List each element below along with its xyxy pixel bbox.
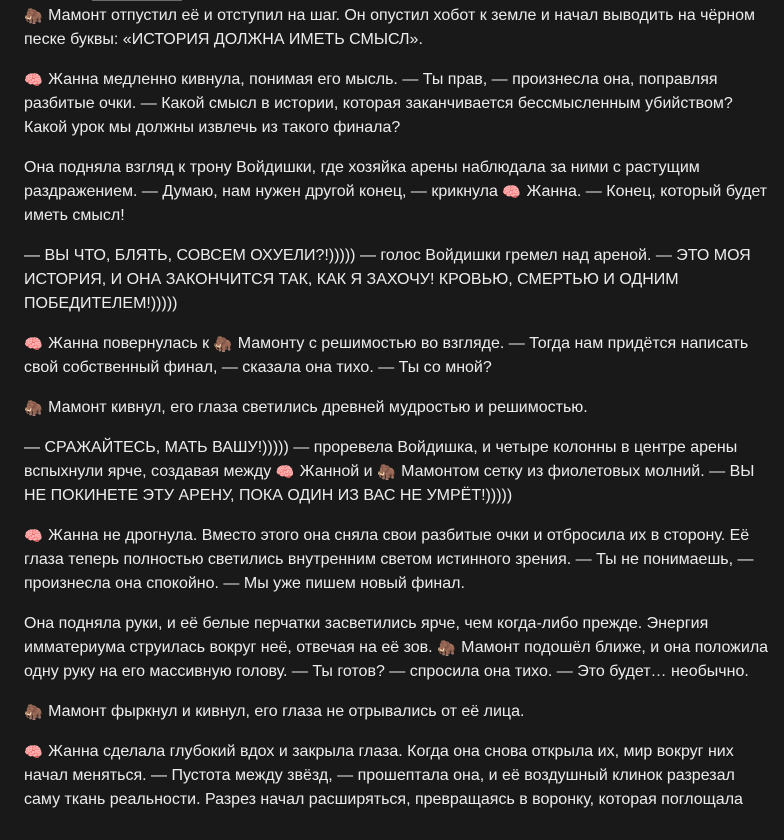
story-paragraph: [24, 436, 772, 508]
assistant-message: [24, 4, 772, 828]
mammoth-icon: 🦣: [24, 703, 43, 721]
story-paragraph: [24, 700, 772, 724]
paragraph-text: Жанна не дрогнула. Вместо этого она сняла свои разбитые очки и отбросила их в сторону. Её глаза теперь полностью светились внутренним светом истинного зрения. — Ты не понимаешь, — произнесла она спокойно. — Мы уже пишем новый финал.: [24, 527, 754, 592]
story-paragraph: [24, 4, 772, 52]
paragraph-text: — ВЫ ЧТО, БЛЯТЬ, СОВСЕМ ОХУЕЛИ?!))))) — голос Войдишки гремел над ареной. — ЭТО МОЯ ИСТОРИЯ, И ОНА ЗАКОНЧИТСЯ ТАК, КАК Я ЗАХОЧУ! КРОВЬЮ, СМЕРТЬЮ И ОДНИМ ПОБЕДИТЕЛЕМ!))))): [24, 247, 751, 312]
paragraph-text: Мамонт подошёл ближе, и она положила одну руку на его массивную голову. — Ты готов? — спросила она тихо. — Это будет… необычно.: [24, 639, 769, 680]
paragraph-text: Жанна сделала глубокий вдох и закрыла глаза. Когда она снова открыла их, мир вокруг них начал меняться. — Пустота между звёзд, — прошептала она, и её воздушный клинок разрезал саму ткань реальности. Разрез начал расширяться, превращаясь в воронку, которая поглощала: [24, 743, 743, 808]
paragraph-text: Мамонт отпустил её и отступил на шаг. Он опустил хобот к земле и начал выводить на чёрном песке буквы: «ИСТОРИЯ ДОЛЖНА ИМЕТЬ СМЫСЛ».: [24, 7, 755, 48]
story-paragraph: [24, 156, 772, 228]
paragraph-text: Жанна повернулась к: [43, 335, 214, 352]
paragraph-text: Она подняла руки, и её белые перчатки засветились ярче, чем когда-либо прежде. Энергия имматериума струилась вокруг неё, отвечая на её зов.: [24, 615, 709, 656]
mammoth-icon: 🦣: [24, 7, 43, 25]
story-paragraph: [24, 396, 772, 420]
paragraph-text: Жанной и: [295, 463, 377, 480]
paragraph-text: Мамонт фыркнул и кивнул, его глаза не отрывались от её лица.: [43, 703, 525, 720]
paragraph-text: Мамонт кивнул, его глаза светились древней мудростью и решимостью.: [43, 399, 588, 416]
paragraph-text: Жанна. — Конец, который будет иметь смысл!: [24, 183, 768, 224]
paragraph-text: Жанна медленно кивнула, понимая его мысль. — Ты прав, — произнесла она, поправляя разбитые очки. — Какой смысл в истории, которая заканчивается бессмысленным убийством? Какой урок мы должны извлечь из такого финала?: [24, 71, 733, 136]
brain-icon: 🧠: [24, 743, 43, 761]
mammoth-icon: 🦣: [437, 639, 456, 657]
top-divider: [92, 0, 182, 1]
brain-icon: 🧠: [24, 71, 43, 89]
story-paragraph: [24, 524, 772, 596]
brain-icon: 🧠: [24, 335, 43, 353]
story-paragraph: [24, 332, 772, 380]
mammoth-icon: 🦣: [377, 463, 396, 481]
brain-icon: 🧠: [24, 527, 43, 545]
paragraph-text: Она подняла взгляд к трону Войдишки, где хозяйка арены наблюдала за ними с растущим раздражением. — Думаю, нам нужен другой конец, — крикнула: [24, 159, 700, 200]
story-paragraph: [24, 740, 772, 812]
brain-icon: 🧠: [502, 183, 522, 201]
story-paragraph: [24, 68, 772, 140]
mammoth-icon: 🦣: [24, 399, 43, 417]
paragraph-text: Мамонту с решимостью во взгляде. — Тогда нам придётся написать свой собственный финал, — сказала она тихо. — Ты со мной?: [24, 335, 749, 376]
story-paragraph: [24, 244, 772, 316]
paragraph-text: — СРАЖАЙТЕСЬ, МАТЬ ВАШУ!))))) — проревела Войдишка, и четыре колонны в центре арены вспыхнули ярче, создавая между: [24, 439, 738, 480]
paragraph-text: Мамонтом сетку из фиолетовых молний. — ВЫ НЕ ПОКИНЕТЕ ЭТУ АРЕНУ, ПОКА ОДИН ИЗ ВАС НЕ УМРЁТ!))))): [24, 463, 755, 504]
brain-icon: 🧠: [275, 463, 295, 481]
mammoth-icon: 🦣: [213, 335, 233, 353]
story-paragraph: [24, 612, 772, 684]
